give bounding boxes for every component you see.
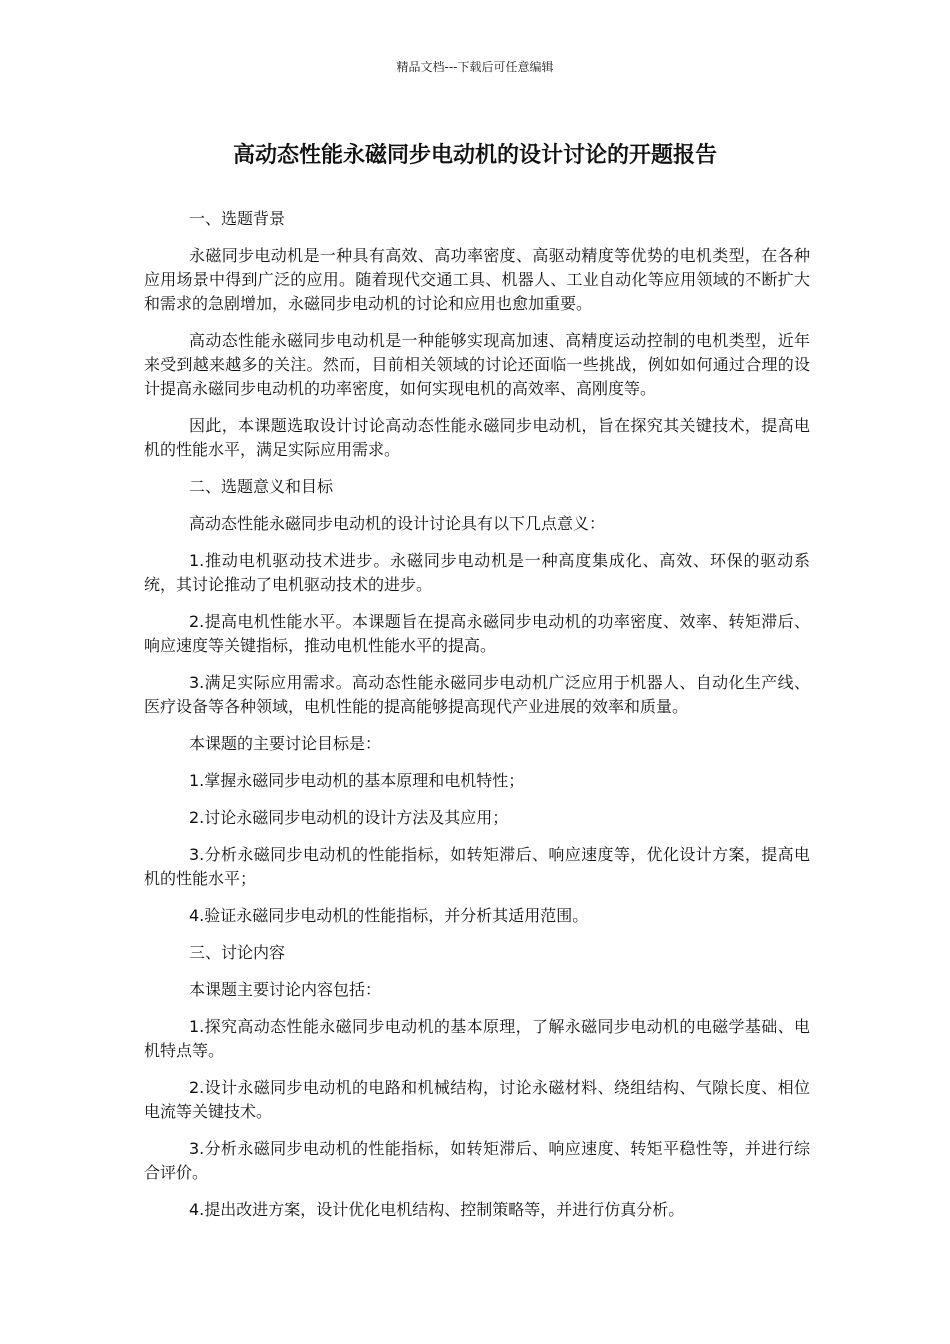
list-item: 2.提高电机性能水平。本课题旨在提高永磁同步电动机的功率密度、效率、转矩滞后、响应速度等关键指标，推动电机性能水平的提高。 (144, 612, 810, 655)
list-item: 3.分析永磁同步电动机的性能指标，如转矩滞后、响应速度、转矩平稳性等，并进行综合评价。 (144, 1139, 810, 1182)
list-item: 4.提出改进方案，设计优化电机结构、控制策略等，并进行仿真分析。 (189, 1200, 685, 1219)
list-item: 1.推动电机驱动技术进步。永磁同步电动机是一种高度集成化、高效、环保的驱动系统，其讨论推动了电机驱动技术的进步。 (144, 551, 810, 594)
section-heading-content: 三、讨论内容 (189, 943, 286, 962)
body-paragraph: 高动态性能永磁同步电动机的设计讨论具有以下几点意义： (189, 514, 606, 533)
list-item: 3.分析永磁同步电动机的性能指标，如转矩滞后、响应速度等，优化设计方案，提高电机的性能水平； (144, 845, 810, 888)
document-title: 高动态性能永磁同步电动机的设计讨论的开题报告 (232, 143, 717, 168)
body-paragraph: 本课题的主要讨论目标是： (189, 734, 382, 753)
body-paragraph: 本课题主要讨论内容包括： (189, 980, 382, 999)
list-item: 1.掌握永磁同步电动机的基本原理和电机特性； (189, 771, 525, 790)
list-item: 2.设计永磁同步电动机的电路和机械结构，讨论永磁材料、绕组结构、气隙长度、相位电流等关键技术。 (144, 1078, 810, 1121)
document-body (144, 207, 810, 1235)
list-item: 3.满足实际应用需求。高动态性能永磁同步电动机广泛应用于机器人、自动化生产线、医疗设备等各种领域，电机性能的提高能够提高现代产业进展的效率和质量。 (144, 673, 810, 716)
header-note: 精品文档---下载后可任意编辑 (396, 60, 554, 74)
list-item: 2.讨论永磁同步电动机的设计方法及其应用； (189, 808, 509, 827)
body-paragraph: 高动态性能永磁同步电动机是一种能够实现高加速、高精度运动控制的电机类型，近年来受到越来越多的关注。然而，目前相关领域的讨论还面临一些挑战，例如如何通过合理的设计提高永磁同步电动机的功率密度，如何实现电机的高效率、高刚度等。 (144, 331, 810, 398)
list-item: 4.验证永磁同步电动机的性能指标，并分析其适用范围。 (189, 906, 589, 925)
section-heading-background: 一、选题背景 (189, 209, 286, 228)
section-heading-significance: 二、选题意义和目标 (189, 477, 334, 496)
body-paragraph: 因此，本课题选取设计讨论高动态性能永磁同步电动机，旨在探究其关键技术，提高电机的性能水平，满足实际应用需求。 (144, 416, 810, 459)
body-paragraph: 永磁同步电动机是一种具有高效、高功率密度、高驱动精度等优势的电机类型，在各种应用场景中得到广泛的应用。随着现代交通工具、机器人、工业自动化等应用领域的不断扩大和需求的急剧增加，永磁同步电动机的讨论和应用也愈加重要。 (144, 246, 810, 313)
list-item: 1.探究高动态性能永磁同步电动机的基本原理，了解永磁同步电动机的电磁学基础、电机特点等。 (144, 1017, 810, 1060)
